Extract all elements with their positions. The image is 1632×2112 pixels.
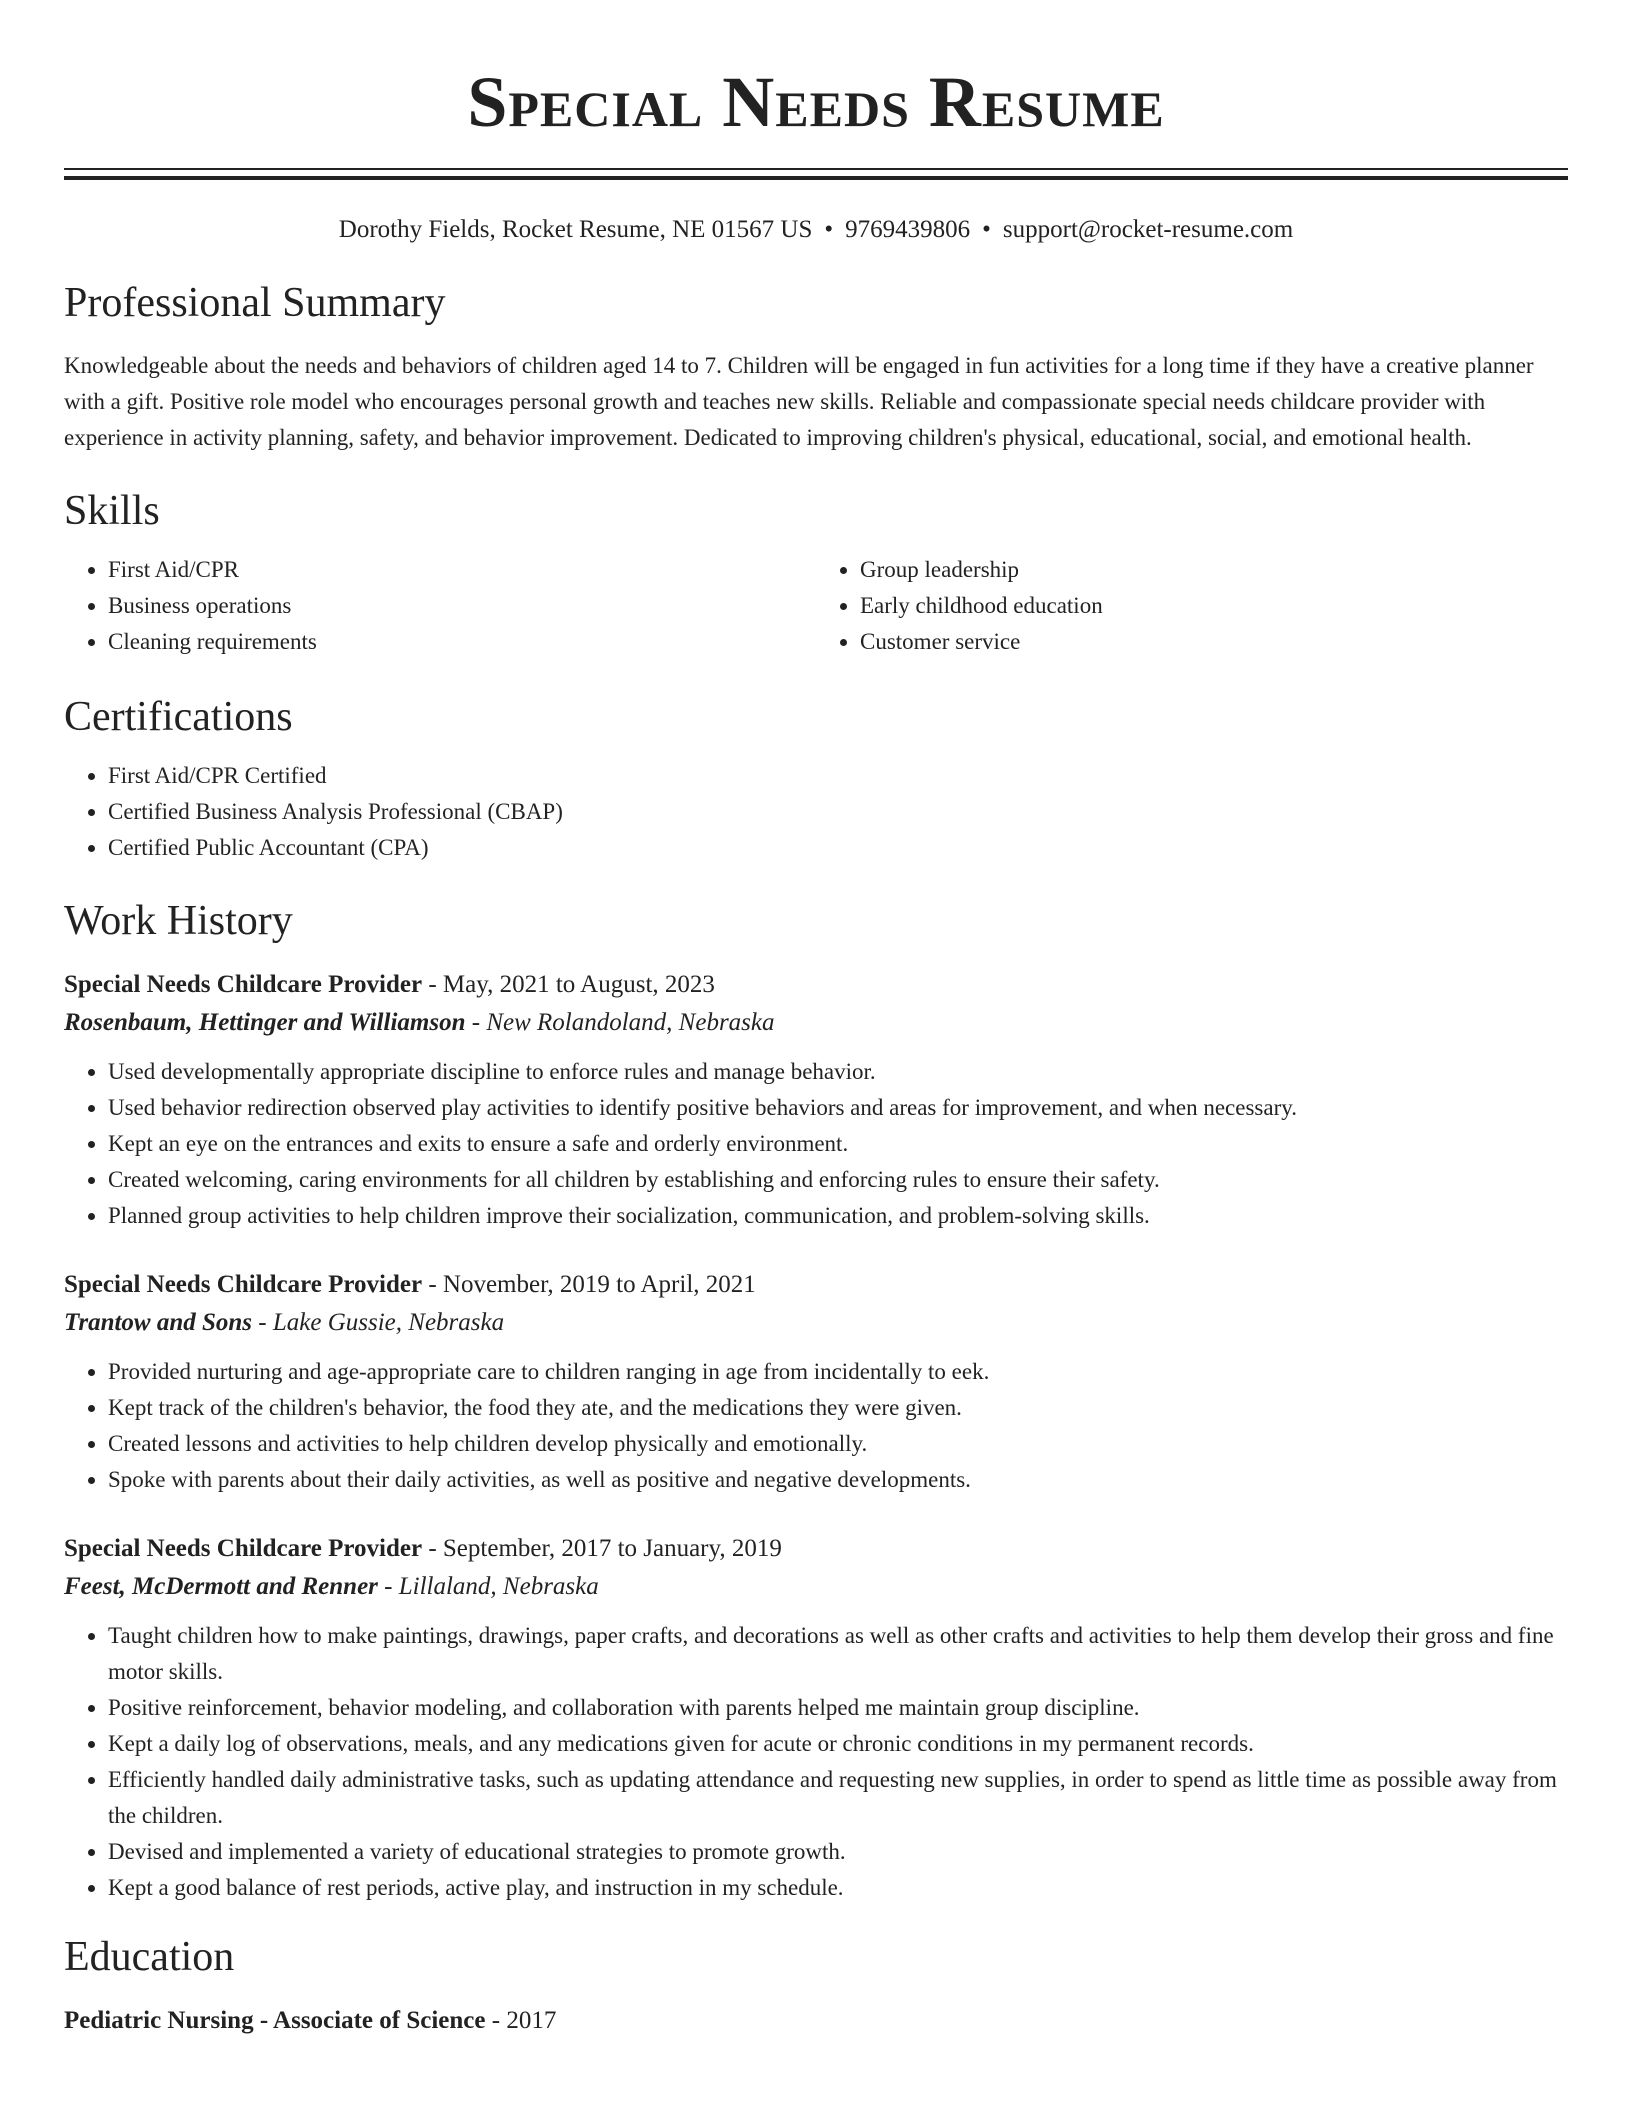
- list-item: • Positive reinforcement, behavior modeling, and collaboration with parents helped me maintain group discipline.: [108, 1690, 1568, 1726]
- job-company: Rosenbaum, Hettinger and Williamson: [64, 1009, 466, 1036]
- education-degree: Associate of Science: [273, 2007, 486, 2034]
- list-item: • Used developmentally appropriate discipline to enforce rules and manage behavior.: [108, 1054, 1568, 1090]
- list-item: • Used behavior redirection observed play activities to identify positive behaviors and areas for improvement, and when necessary.: [108, 1090, 1568, 1126]
- work-history-heading: Work History: [64, 898, 293, 944]
- job-title: Special Needs Childcare Provider: [64, 1535, 423, 1562]
- certifications-list: [64, 758, 1568, 866]
- job-dash: -: [422, 1271, 443, 1298]
- job-dates: May, 2021 to August, 2023: [442, 971, 715, 998]
- education-year: 2017: [506, 2007, 557, 2034]
- list-item: • Provided nurturing and age-appropriate care to children ranging in age from incidentally to eek.: [108, 1354, 1568, 1390]
- list-item: • Customer service: [860, 624, 1568, 660]
- list-item: • Certified Public Accountant (CPA): [108, 830, 1568, 866]
- job-title: Special Needs Childcare Provider: [64, 1271, 423, 1298]
- title-divider-thick: [64, 176, 1568, 180]
- skills-left-list: [64, 552, 816, 660]
- job-dash: -: [465, 1009, 487, 1036]
- skills-heading: Skills: [64, 488, 160, 534]
- contact-phone: 9769439806: [845, 216, 971, 243]
- job-bullet-list: [64, 1354, 1568, 1498]
- summary-heading: Professional Summary: [64, 280, 446, 326]
- list-item: • First Aid/CPR: [108, 552, 816, 588]
- job-company-line: [64, 1004, 1568, 1042]
- list-item: • Cleaning requirements: [108, 624, 816, 660]
- job-dash: -: [252, 1309, 273, 1336]
- job-dash: -: [377, 1573, 399, 1600]
- list-item: • Kept track of the children's behavior, the food they ate, and the medications they were given.: [108, 1390, 1568, 1426]
- list-item: • Devised and implemented a variety of educational strategies to promote growth.: [108, 1834, 1568, 1870]
- contact-address: Dorothy Fields, Rocket Resume, NE 01567 US: [338, 216, 813, 243]
- skills-right-list: [816, 552, 1568, 660]
- job-entry: [64, 966, 1568, 1234]
- job-dates: September, 2017 to January, 2019: [442, 1535, 782, 1562]
- list-item: • Kept a good balance of rest periods, active play, and instruction in my schedule.: [108, 1870, 1568, 1906]
- certifications-heading: Certifications: [64, 694, 293, 740]
- education-heading: Education: [64, 1934, 235, 1980]
- contact-separator: •: [982, 216, 991, 243]
- job-dates: November, 2019 to April, 2021: [442, 1271, 756, 1298]
- education-dash: -: [253, 2007, 274, 2034]
- job-title: Special Needs Childcare Provider: [64, 971, 423, 998]
- job-bullet-list: [64, 1054, 1568, 1234]
- title-divider-thin: [64, 168, 1568, 170]
- skills-columns: [64, 552, 1568, 660]
- list-item: • Certified Business Analysis Professional (CBAP): [108, 794, 1568, 830]
- job-entry: [64, 1530, 1568, 1906]
- list-item: • Kept an eye on the entrances and exits to ensure a safe and orderly environment.: [108, 1126, 1568, 1162]
- job-title-line: [64, 1530, 1568, 1568]
- job-company: Trantow and Sons: [64, 1309, 253, 1336]
- list-item: • Spoke with parents about their daily activities, as well as positive and negative developments.: [108, 1462, 1568, 1498]
- job-company-line: [64, 1304, 1568, 1342]
- job-dash: -: [422, 971, 443, 998]
- job-entry: [64, 1266, 1568, 1498]
- job-dash: -: [422, 1535, 443, 1562]
- job-bullet-list: [64, 1618, 1568, 1906]
- summary-text: Knowledgeable about the needs and behaviors of children aged 14 to 7. Children will be engaged in fun activities for a long time if they have a creative planner with a gift. Positive role model who encourages personal growth and teaches new skills. Reliable and compassionate special needs childcare provider with experience in activity planning, safety, and behavior improvement. Dedicated to improving children's physical, educational, social, and emotional health.: [64, 353, 1534, 450]
- list-item: • Taught children how to make paintings, drawings, paper crafts, and decorations as well as other crafts and activities to help them develop their gross and fine motor skills.: [108, 1618, 1568, 1690]
- job-company: Feest, McDermott and Renner: [64, 1573, 378, 1600]
- list-item: • Group leadership: [860, 552, 1568, 588]
- list-item: • Kept a daily log of observations, meals, and any medications given for acute or chronic conditions in my permanent records.: [108, 1726, 1568, 1762]
- job-company-line: [64, 1568, 1568, 1606]
- job-title-line: [64, 1266, 1568, 1304]
- list-item: • Efficiently handled daily administrative tasks, such as updating attendance and requesting new supplies, in order to spend as little time as possible away from the children.: [108, 1762, 1568, 1834]
- list-item: • Business operations: [108, 588, 816, 624]
- education-dash: -: [485, 2007, 507, 2034]
- job-location: Lake Gussie, Nebraska: [272, 1309, 505, 1336]
- list-item: • Created lessons and activities to help children develop physically and emotionally.: [108, 1426, 1568, 1462]
- list-item: • First Aid/CPR Certified: [108, 758, 1568, 794]
- contact-separator: •: [824, 216, 834, 243]
- job-location: Lillaland, Nebraska: [398, 1573, 599, 1600]
- education-entry: [64, 2002, 1568, 2040]
- job-title-line: [64, 966, 1568, 1004]
- list-item: • Early childhood education: [860, 588, 1568, 624]
- contact-line: [64, 214, 1568, 246]
- resume-title: Special Needs Resume: [467, 62, 1165, 142]
- resume-page: [64, 0, 1568, 2040]
- education-field: Pediatric Nursing: [64, 2007, 254, 2034]
- list-item: • Planned group activities to help children improve their socialization, communication, and problem-solving skills.: [108, 1198, 1568, 1234]
- job-location: New Rolandoland, Nebraska: [486, 1009, 775, 1036]
- list-item: • Created welcoming, caring environments for all children by establishing and enforcing rules to ensure their safety.: [108, 1162, 1568, 1198]
- contact-email: support@rocket-resume.com: [1002, 216, 1294, 243]
